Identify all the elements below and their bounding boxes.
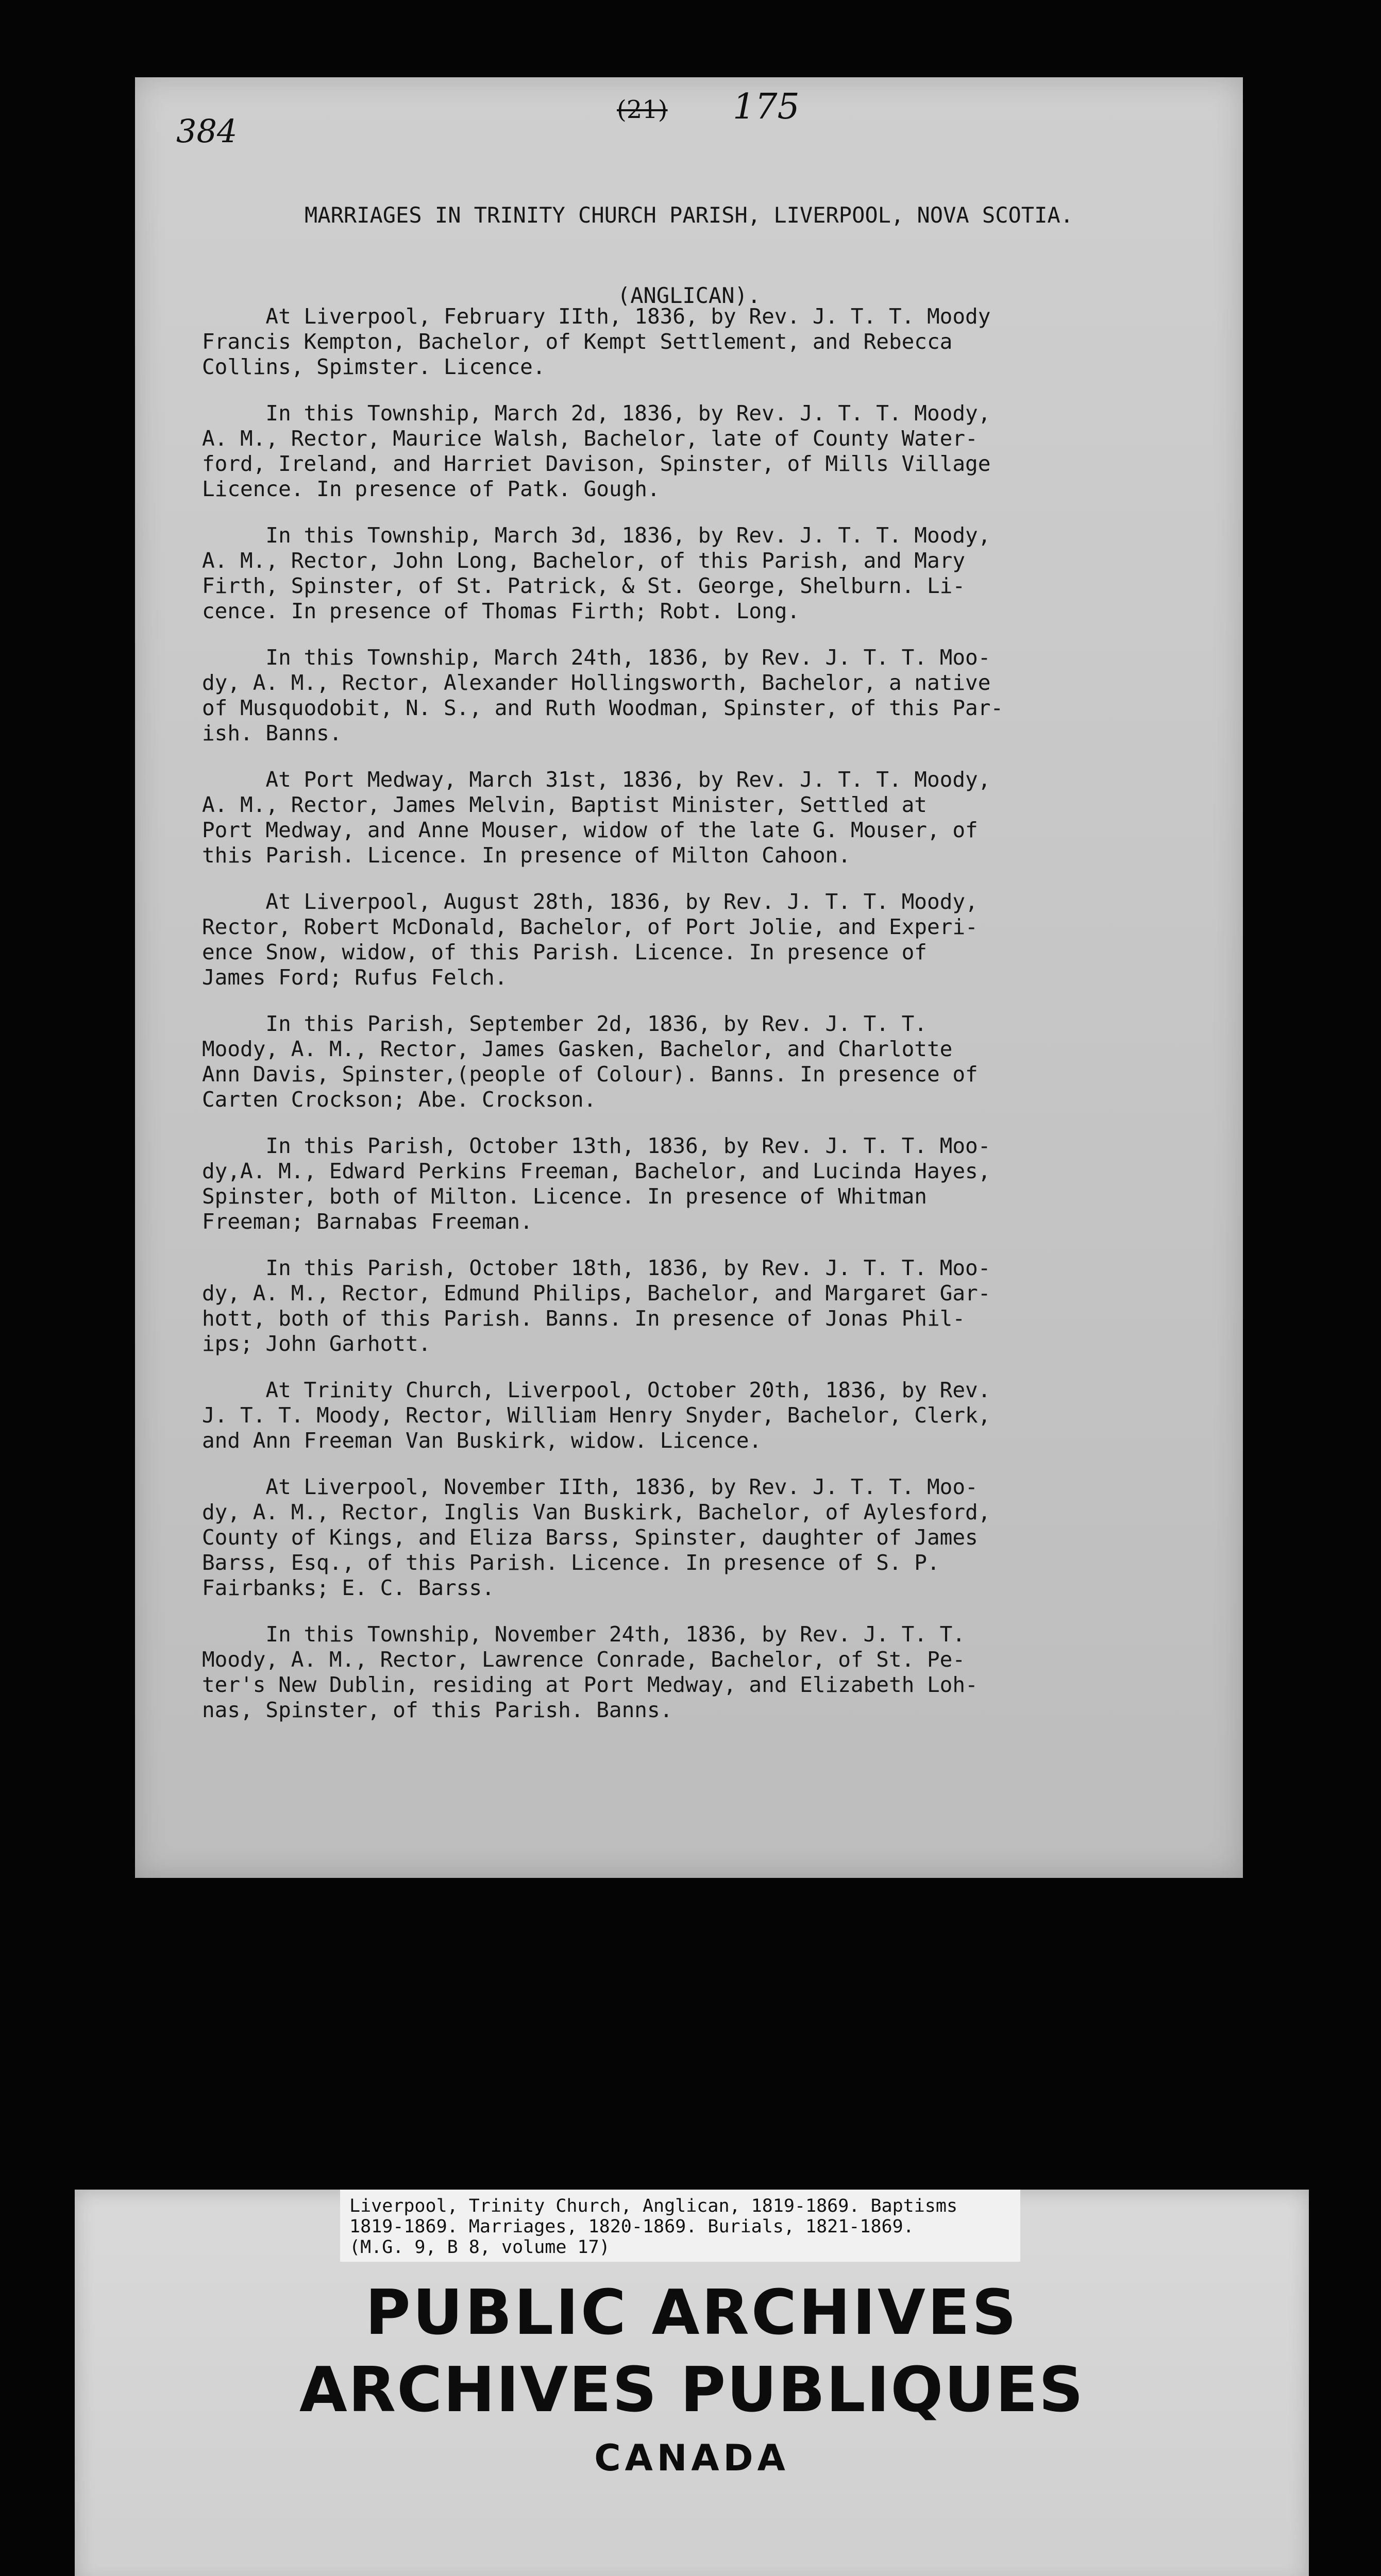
entry-line: Carten Crockson; Abe. Crockson. — [202, 1087, 597, 1112]
entry-line: At Liverpool, November IIth, 1836, by Rev. J. T. T. Moo- — [202, 1475, 978, 1499]
entry-line: Licence. In presence of Patk. Gough. — [202, 477, 660, 501]
entry-line: ish. Banns. — [202, 721, 342, 745]
entry-line: County of Kings, and Eliza Barss, Spinster, daughter of James — [202, 1525, 978, 1550]
entry-line: In this Township, March 3d, 1836, by Rev. J. T. T. Moody, — [202, 523, 991, 548]
marriage-entry — [202, 1256, 1212, 1357]
entry-line: nas, Spinster, of this Parish. Banns. — [202, 1698, 673, 1722]
entry-line: Moody, A. M., Rector, Lawrence Conrade, Bachelor, of St. Pe- — [202, 1647, 966, 1672]
entry-line: of Musquodobit, N. S., and Ruth Woodman, Spinster, of this Par- — [202, 696, 1004, 720]
entry-line: In this Parish, September 2d, 1836, by Rev. J. T. T. — [202, 1011, 927, 1036]
marriage-entry — [202, 1133, 1212, 1234]
entry-line: dy,A. M., Edward Perkins Freeman, Bachelor, and Lucinda Hayes, — [202, 1159, 991, 1183]
entry-line: Fairbanks; E. C. Barss. — [202, 1575, 495, 1600]
collection-caption — [340, 2190, 1020, 2262]
entry-line: Barss, Esq., of this Parish. Licence. In presence of S. P. — [202, 1550, 940, 1575]
stamp-number: (21) — [617, 95, 668, 124]
handwritten-page-number: 175 — [733, 87, 800, 127]
title-line-2: (ANGLICAN). — [617, 283, 761, 308]
title-line-1: MARRIAGES IN TRINITY CHURCH PARISH, LIVERPOOL, NOVA SCOTIA. — [305, 202, 1073, 228]
entry-line: and Ann Freeman Van Buskirk, widow. Licence. — [202, 1428, 762, 1453]
entry-line: ford, Ireland, and Harriet Davison, Spinster, of Mills Village — [202, 451, 991, 476]
entry-line: Collins, Spimster. Licence. — [202, 354, 546, 379]
entry-line: ence Snow, widow, of this Parish. Licence. In presence of — [202, 940, 927, 964]
caption-line: Liverpool, Trinity Church, Anglican, 1819-1869. Baptisms — [349, 2196, 958, 2216]
entry-line: dy, A. M., Rector, Inglis Van Buskirk, Bachelor, of Aylesford, — [202, 1500, 991, 1524]
entry-line: Francis Kempton, Bachelor, of Kempt Settlement, and Rebecca — [202, 329, 953, 354]
entry-line: At Liverpool, August 28th, 1836, by Rev. J. T. T. Moody, — [202, 889, 978, 914]
archive-label-card — [75, 2190, 1309, 2576]
entry-line: J. T. T. Moody, Rector, William Henry Snyder, Bachelor, Clerk, — [202, 1403, 991, 1428]
entry-line: dy, A. M., Rector, Edmund Philips, Bachelor, and Margaret Gar- — [202, 1281, 991, 1306]
marriage-entry — [202, 304, 1212, 380]
marriage-entry — [202, 523, 1212, 624]
caption-line: 1819-1869. Marriages, 1820-1869. Burials, 1821-1869. — [349, 2216, 914, 2237]
entry-line: At Port Medway, March 31st, 1836, by Rev. J. T. T. Moody, — [202, 767, 991, 792]
entry-line: hott, both of this Parish. Banns. In presence of Jonas Phil- — [202, 1306, 966, 1331]
entry-line: Freeman; Barnabas Freeman. — [202, 1209, 533, 1234]
entry-line: In this Township, November 24th, 1836, by Rev. J. T. T. — [202, 1622, 966, 1647]
caption-line: (M.G. 9, B 8, volume 17) — [349, 2237, 610, 2258]
entry-line: ter's New Dublin, residing at Port Medway, and Elizabeth Loh- — [202, 1672, 978, 1697]
entry-line: In this Township, March 2d, 1836, by Rev. J. T. T. Moody, — [202, 401, 991, 426]
entry-line: A. M., Rector, John Long, Bachelor, of this Parish, and Mary — [202, 548, 966, 573]
archives-heading-french: ARCHIVES PUBLIQUES — [299, 2354, 1085, 2426]
marriage-entry — [202, 1475, 1212, 1601]
entry-line: ips; John Garhott. — [202, 1331, 431, 1356]
archives-heading-english: PUBLIC ARCHIVES — [365, 2277, 1019, 2349]
entry-line: Moody, A. M., Rector, James Gasken, Bachelor, and Charlotte — [202, 1037, 953, 1061]
entry-line: At Trinity Church, Liverpool, October 20th, 1836, by Rev. — [202, 1378, 991, 1402]
marriage-entry — [202, 1622, 1212, 1723]
entry-line: Port Medway, and Anne Mouser, widow of the late G. Mouser, of — [202, 818, 978, 842]
marriage-entry — [202, 889, 1212, 990]
entry-line: In this Parish, October 18th, 1836, by Rev. J. T. T. Moo- — [202, 1256, 991, 1280]
entry-line: cence. In presence of Thomas Firth; Robt. Long. — [202, 599, 800, 623]
entry-line: A. M., Rector, Maurice Walsh, Bachelor, late of County Water- — [202, 426, 978, 451]
folio-number: 384 — [176, 112, 238, 150]
marriage-entry — [202, 1378, 1212, 1453]
marriage-entry — [202, 645, 1212, 746]
marriage-entry — [202, 767, 1212, 868]
entry-line: Rector, Robert McDonald, Bachelor, of Port Jolie, and Experi- — [202, 914, 978, 939]
entry-line: James Ford; Rufus Felch. — [202, 965, 508, 990]
entry-line: In this Parish, October 13th, 1836, by Rev. J. T. T. Moo- — [202, 1133, 991, 1158]
entry-line: this Parish. Licence. In presence of Milton Cahoon. — [202, 843, 851, 868]
entry-line: A. M., Rector, James Melvin, Baptist Minister, Settled at — [202, 792, 927, 817]
entry-line: Spinster, both of Milton. Licence. In presence of Whitman — [202, 1184, 927, 1209]
document-page — [135, 77, 1243, 1878]
entry-line: Firth, Spinster, of St. Patrick, & St. George, Shelburn. Li- — [202, 573, 966, 598]
marriage-entries — [202, 304, 1212, 1744]
entry-line: dy, A. M., Rector, Alexander Hollingsworth, Bachelor, a native — [202, 670, 991, 695]
archives-heading-country: CANADA — [594, 2437, 789, 2479]
marriage-entry — [202, 401, 1212, 502]
entry-line: At Liverpool, February IIth, 1836, by Rev. J. T. T. Moody — [202, 304, 991, 329]
entry-line: Ann Davis, Spinster,(people of Colour). Banns. In presence of — [202, 1062, 978, 1087]
marriage-entry — [202, 1011, 1212, 1112]
entry-line: In this Township, March 24th, 1836, by Rev. J. T. T. Moo- — [202, 645, 991, 670]
